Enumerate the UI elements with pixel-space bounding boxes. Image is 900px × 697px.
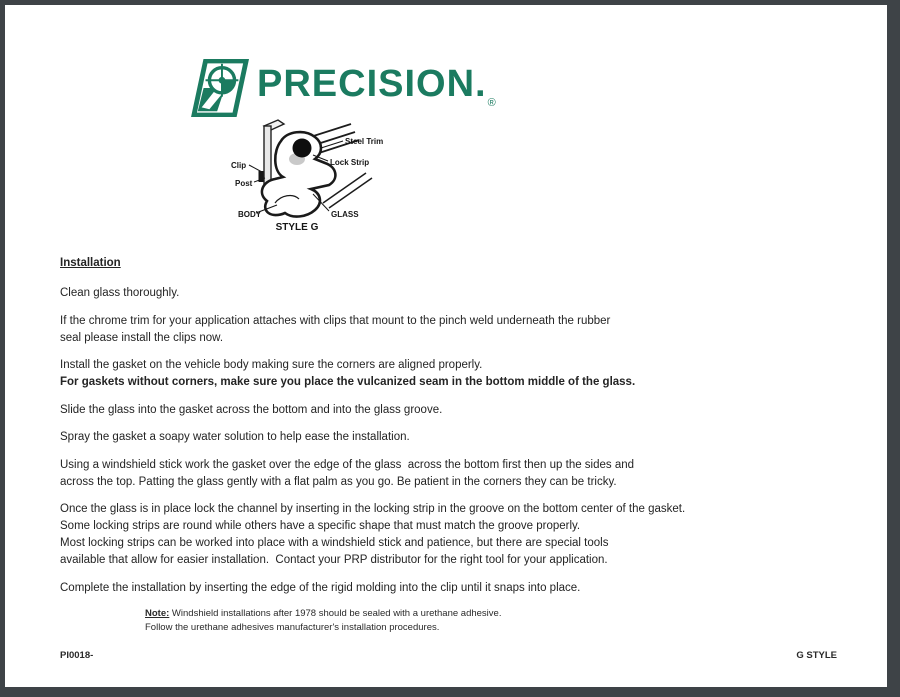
note-line2: Follow the urethane adhesives manufacturer's installation procedures. xyxy=(145,622,440,633)
document-number: PI0018- xyxy=(60,650,94,661)
paragraph-complete-installation: Complete the installation by inserting the edge of the rigid molding into the clip until it snaps into place. xyxy=(60,581,581,594)
document-page xyxy=(5,5,887,687)
diagram-caption: STYLE G xyxy=(275,222,319,233)
paragraph-spray-gasket: Spray the gasket a soapy water solution to help ease the installation. xyxy=(60,431,410,443)
label-body: BODY xyxy=(238,210,262,219)
precision-logo-mark-icon xyxy=(191,59,251,117)
paragraph-slide-glass: Slide the glass into the gasket across the bottom and into the glass groove. xyxy=(60,403,443,416)
label-glass: GLASS xyxy=(331,210,359,219)
note-line1: Windshield installations after 1978 should be sealed with a urethane adhesive. xyxy=(171,608,502,619)
lock-strip-bead-shape xyxy=(293,139,312,158)
precision-logo xyxy=(191,58,495,118)
urethane-note xyxy=(145,607,710,635)
paragraph-locking-strip: Once the glass is in place lock the channel by inserting in the locking strip in the groove on the bottom center of the gasket. Some locking strips are round while others have a specific shape that must match the groove properly. Most locking strips can be worked into place with a windshield stick and patience, but there are special tools available that allow for easier installation. Contact your PRP distributor for the right tool for your application. xyxy=(60,503,686,566)
brand-wordmark xyxy=(257,55,495,122)
label-post: Post xyxy=(235,179,253,188)
note-label: Note: xyxy=(145,608,170,619)
style-code: G STYLE xyxy=(796,650,837,661)
style-g-gasket-diagram xyxy=(225,117,417,243)
brand-name: PRECISION. xyxy=(257,62,487,105)
section-heading: Installation xyxy=(60,257,121,269)
paragraph-chrome-trim-clips: If the chrome trim for your application attaches with clips that mount to the pinch weld underneath the rubber seal please install the clips now. xyxy=(60,314,611,344)
label-steel-trim: Steel Trim xyxy=(345,137,384,146)
paragraph-windshield-stick: Using a windshield stick work the gasket over the edge of the glass across the bottom first then up the sides and across the top. Patting the glass gently with a flat palm as you go. Be patient in the corners they can be tricky. xyxy=(60,458,635,488)
registered-trademark-symbol: ® xyxy=(487,96,496,109)
paragraph-clean-glass: Clean glass thoroughly. xyxy=(60,287,180,299)
paragraph-install-gasket: Install the gasket on the vehicle body making sure the corners are aligned properly. For gaskets without corners, make sure you place the vulcanized seam in the bottom middle of the glass. xyxy=(60,359,636,388)
label-clip: Clip xyxy=(231,161,247,170)
document-body xyxy=(60,255,710,635)
label-lock-strip: Lock Strip xyxy=(330,158,370,167)
